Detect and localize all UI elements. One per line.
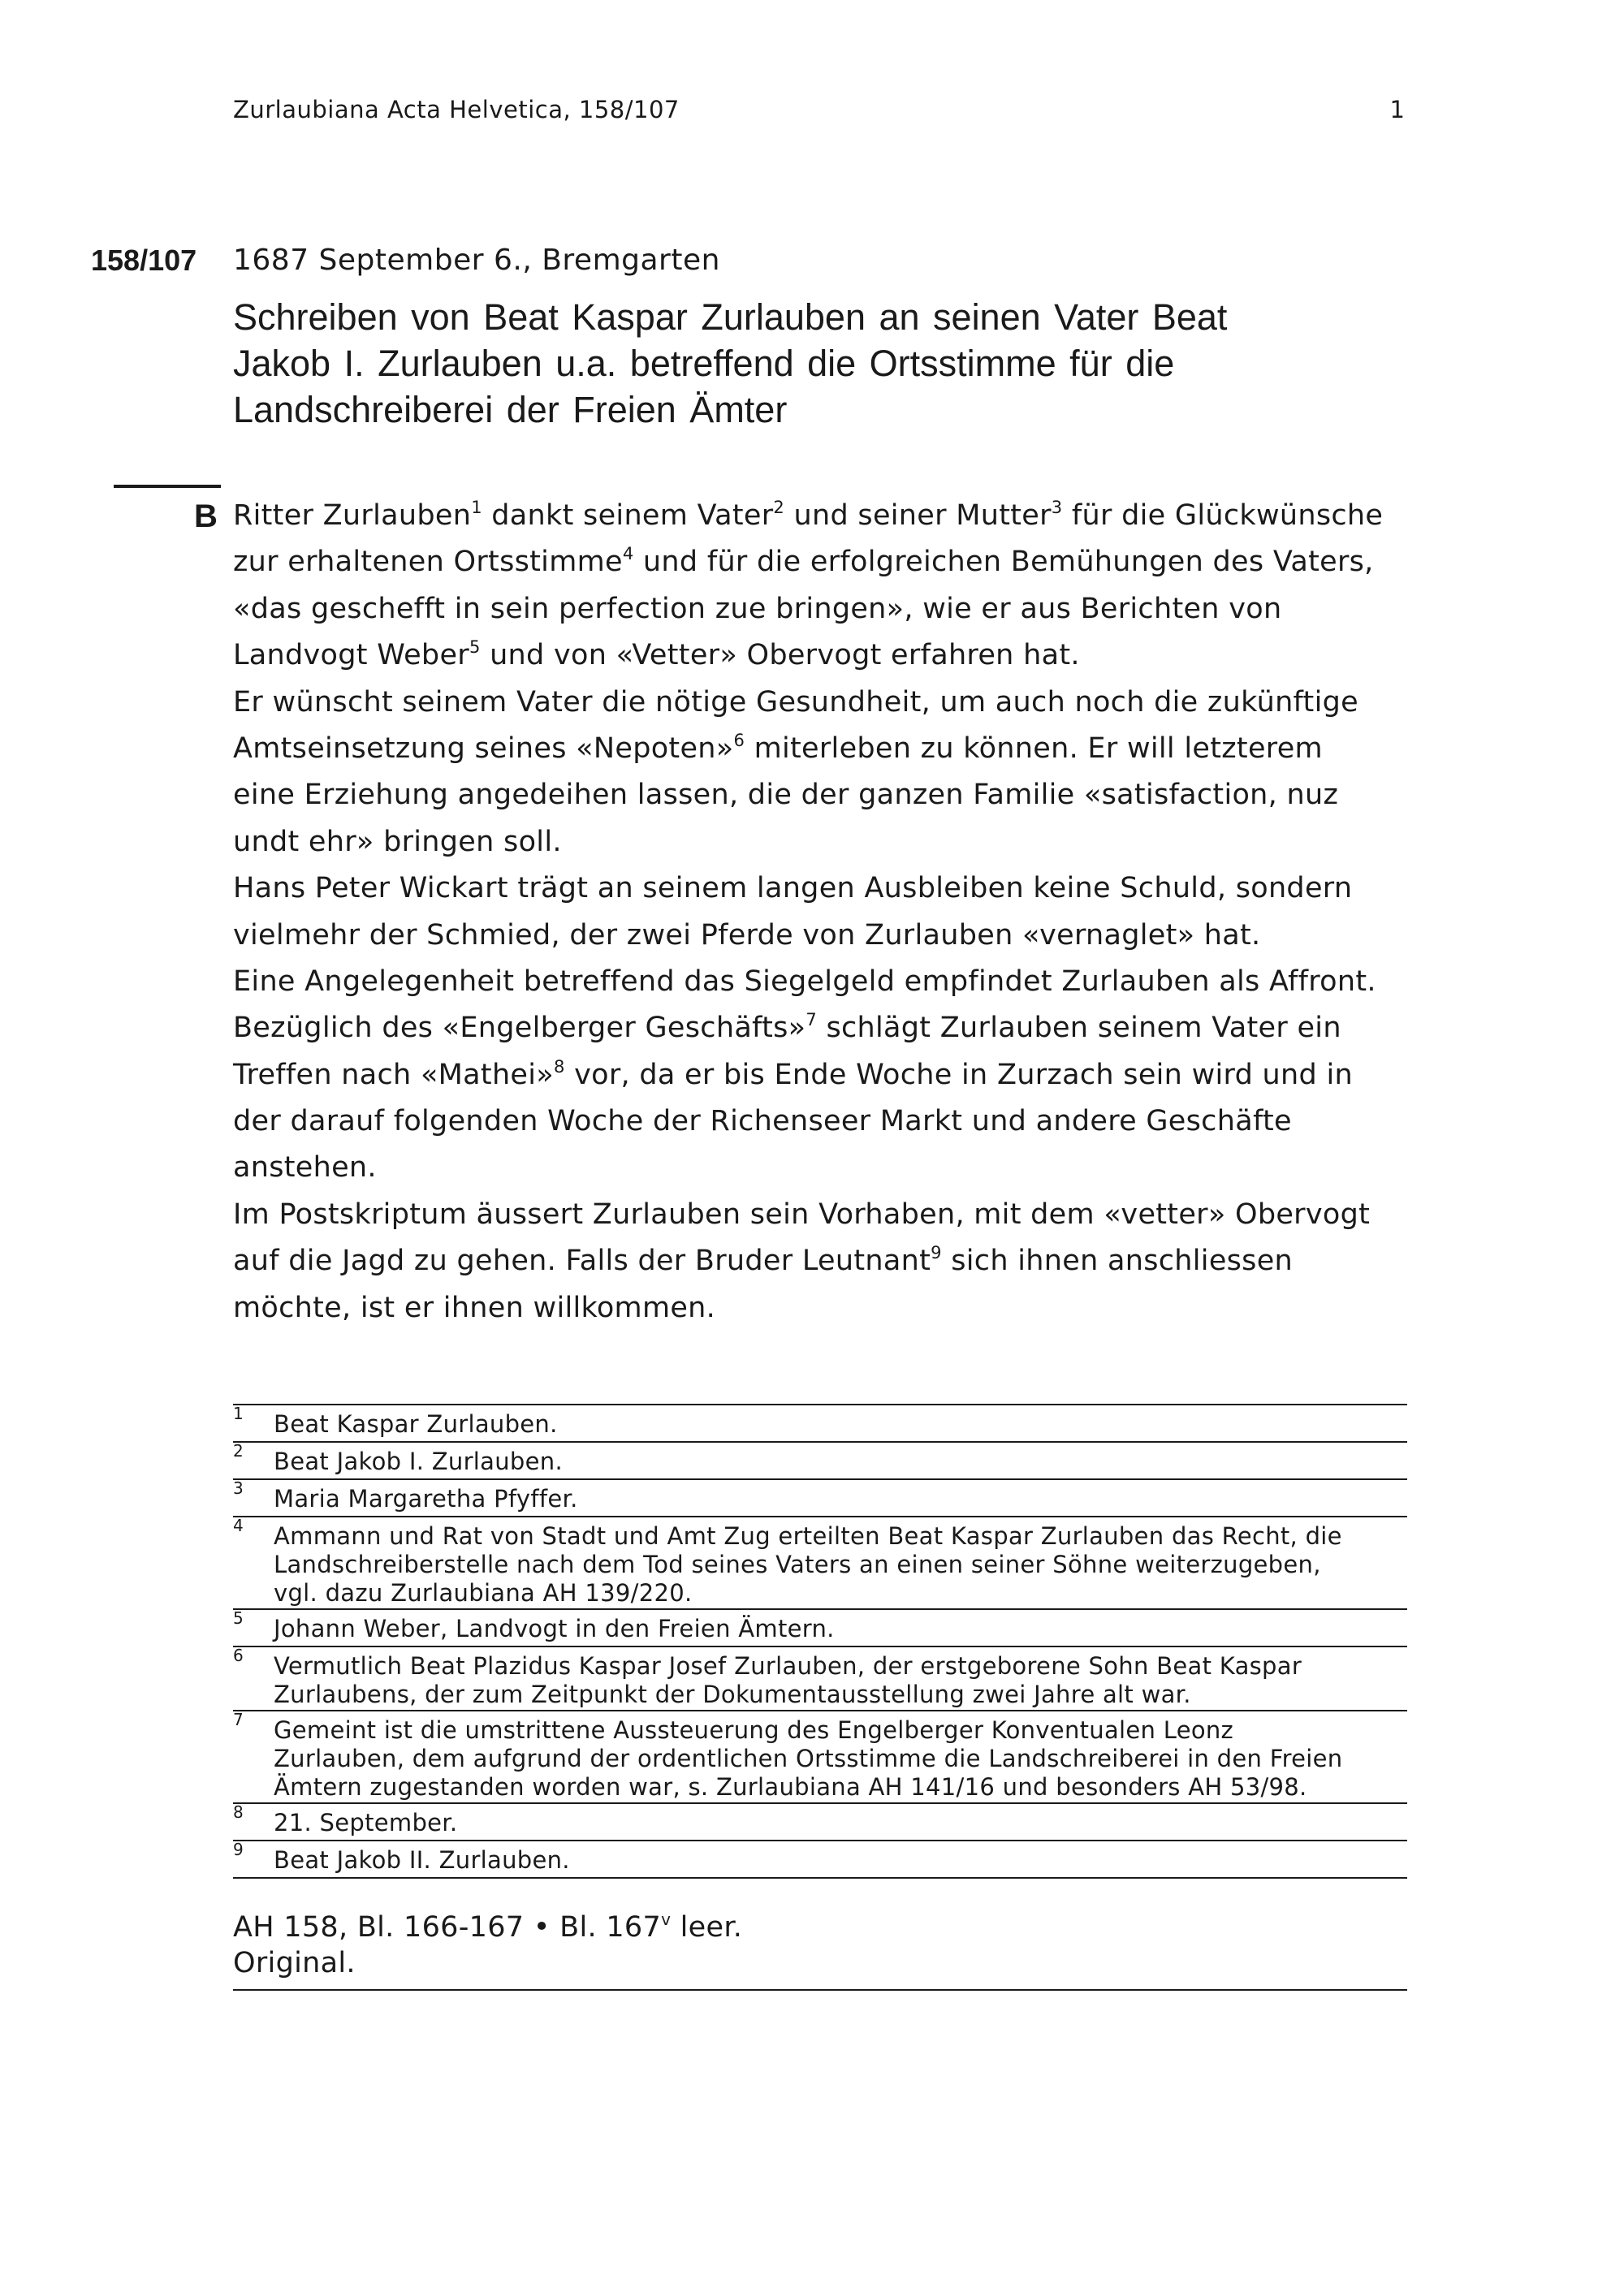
footnote-number: 4 [233,1516,244,1535]
footnote-item [233,1443,1407,1480]
regest-segment: zur erhaltenen Ortsstimme [233,546,623,579]
footnote-line: Beat Kaspar Zurlauben. [274,1410,558,1438]
footnote-number: 1 [233,1404,244,1423]
regest-line [233,1005,1419,1051]
footnote-ref[interactable]: 2 [773,498,785,517]
footnote-line: Gemeint ist die umstrittene Aussteuerung des Engelberger Konventualen Leonz [274,1716,1234,1744]
source-note [233,1910,1407,1991]
footnote-line: Zurlauben, dem aufgrund der ordentlichen Ortsstimme die Landschreiberei in den Freien [274,1745,1343,1772]
regest-segment: und von «Vetter» Obervogt erfahren hat. [480,639,1080,672]
source-line [233,1910,1407,1945]
footnote-item [233,1804,1407,1841]
regest-segment: schlägt Zurlauben seinem Vater ein [817,1012,1341,1045]
regest-segment: Ritter Zurlauben [233,499,472,532]
regest-line [233,726,1419,772]
footnote-line: Ämtern zugestanden worden war, s. Zurlaubiana AH 141/16 und besonders AH 53/98. [274,1773,1307,1801]
regest-text [233,493,1419,1331]
regest-line: Hans Peter Wickart trägt an seinem langen Ausbleiben keine Schuld, sondern [233,872,1353,905]
page-number: 1 [1389,96,1405,123]
regest-segment: vor, da er bis Ende Woche in Zurzach sein wird und in [564,1058,1353,1091]
regest-line: Eine Angelegenheit betreffend das Siegelgeld empfindet Zurlauben als Affront. [233,965,1376,998]
footnote-number: 2 [233,1441,244,1461]
footnote-ref[interactable]: 5 [469,637,481,658]
regest-line: «das geschefft in sein perfection zue bringen», wie er aus Berichten von [233,592,1282,625]
footnote-line: Zurlaubens, der zum Zeitpunkt der Dokumentausstellung zwei Jahre alt war. [274,1681,1191,1708]
regest-line: undt ehr» bringen soll. [233,825,562,858]
document-number [91,244,197,278]
footnote-item [233,1841,1407,1879]
regest-line [233,1238,1419,1284]
regest-line [233,493,1419,539]
footnote-ref[interactable]: 3 [1051,498,1063,517]
regest-segment: dankt seinem Vater [482,499,774,532]
regest-line [233,1052,1419,1098]
document-number-suffix: /107 [140,244,197,277]
section-rule [114,485,221,488]
regest-segment: Amtseinsetzung seines «Nepoten» [233,732,734,765]
footnote-number: 5 [233,1608,244,1628]
footnote-item [233,1610,1407,1647]
footnote-ref[interactable]: 9 [931,1243,942,1263]
footnote-number: 6 [233,1646,244,1665]
regest-segment: für die Glückwünsche [1062,499,1384,532]
regest-line [233,539,1419,585]
footnote-ref[interactable]: 7 [806,1010,818,1030]
regest-segment: Treffen nach «Mathei» [233,1058,554,1091]
regest-line: Im Postskriptum äussert Zurlauben sein Vorhaben, mit dem «vetter» Obervogt [233,1198,1371,1231]
regest-line [233,632,1419,679]
section-label: B [194,498,218,534]
regest-line: anstehen. [233,1151,377,1185]
footnote-line: Maria Margaretha Pfyffer. [274,1485,578,1513]
document-title [233,294,1410,433]
footnote-item [233,1711,1407,1804]
verso-marker: v [661,1910,672,1929]
title-line: Schreiben von Beat Kaspar Zurlauben an seinen Vater Beat [233,296,1228,338]
document-number-prefix: 158 [91,244,140,277]
regest-line: möchte, ist er ihnen willkommen. [233,1291,716,1324]
footnote-ref[interactable]: 6 [733,730,745,750]
regest-segment: sich ihnen anschliessen [941,1245,1294,1278]
regest-segment: miterleben zu können. Er will letzterem [745,732,1323,765]
footnote-item [233,1517,1407,1610]
source-line: Original. [233,1947,356,1979]
footnotes [233,1404,1407,1879]
footnote-line: Vermutlich Beat Plazidus Kaspar Josef Zurlauben, der erstgeborene Sohn Beat Kaspar [274,1652,1302,1680]
footnote-item [233,1480,1407,1517]
footnote-line: Landschreiberstelle nach dem Tod seines Vaters an einen seiner Söhne weiterzugeben, [274,1551,1321,1578]
regest-segment: Bezüglich des «Engelberger Geschäfts» [233,1012,806,1045]
regest-segment: und für die erfolgreichen Bemühungen des Vaters, [633,546,1374,579]
footnote-line: Ammann und Rat von Stadt und Amt Zug erteilten Beat Kaspar Zurlauben das Recht, die [274,1522,1342,1550]
document-date-place: 1687 September 6., Bremgarten [233,244,720,277]
regest-line: vielmehr der Schmied, der zwei Pferde von Zurlauben «vernaglet» hat. [233,918,1261,952]
footnote-number: 7 [233,1710,244,1729]
footnote-number: 9 [233,1840,244,1859]
footnote-number: 8 [233,1802,244,1822]
regest-line: eine Erziehung angedeihen lassen, die der ganzen Familie «satisfaction, nuz [233,779,1339,812]
footnote-line: vgl. dazu Zurlaubiana AH 139/220. [274,1579,693,1607]
footnote-line: Johann Weber, Landvogt in den Freien Ämtern. [274,1615,835,1642]
regest-segment: auf die Jagd zu gehen. Falls der Bruder Leutnant [233,1245,931,1278]
regest-line: der darauf folgenden Woche der Richenseer Markt und andere Geschäfte [233,1105,1292,1138]
footnote-line: 21. September. [274,1809,458,1836]
source-segment: AH 158, Bl. 166-167 • Bl. 167 [233,1911,662,1944]
footnote-line: Beat Jakob I. Zurlauben. [274,1448,563,1475]
regest-line: Er wünscht seinem Vater die nötige Gesundheit, um auch noch die zukünftige [233,685,1358,719]
source-segment: leer. [671,1911,743,1944]
footnote-item [233,1405,1407,1443]
footnote-ref[interactable]: 1 [471,498,482,517]
title-line: Jakob I. Zurlauben u.a. betreffend die Ortsstimme für die [233,343,1175,384]
footnote-ref[interactable]: 4 [622,544,634,564]
footnote-item [233,1647,1407,1711]
footnote-number: 3 [233,1478,244,1498]
regest-segment: Landvogt Weber [233,639,469,672]
title-line: Landschreiberei der Freien Ämter [233,389,788,430]
running-head: Zurlaubiana Acta Helvetica, 158/107 [233,96,680,123]
footnote-line: Beat Jakob II. Zurlauben. [274,1846,570,1874]
footnote-ref[interactable]: 8 [554,1056,565,1077]
regest-segment: und seiner Mutter [784,499,1052,532]
